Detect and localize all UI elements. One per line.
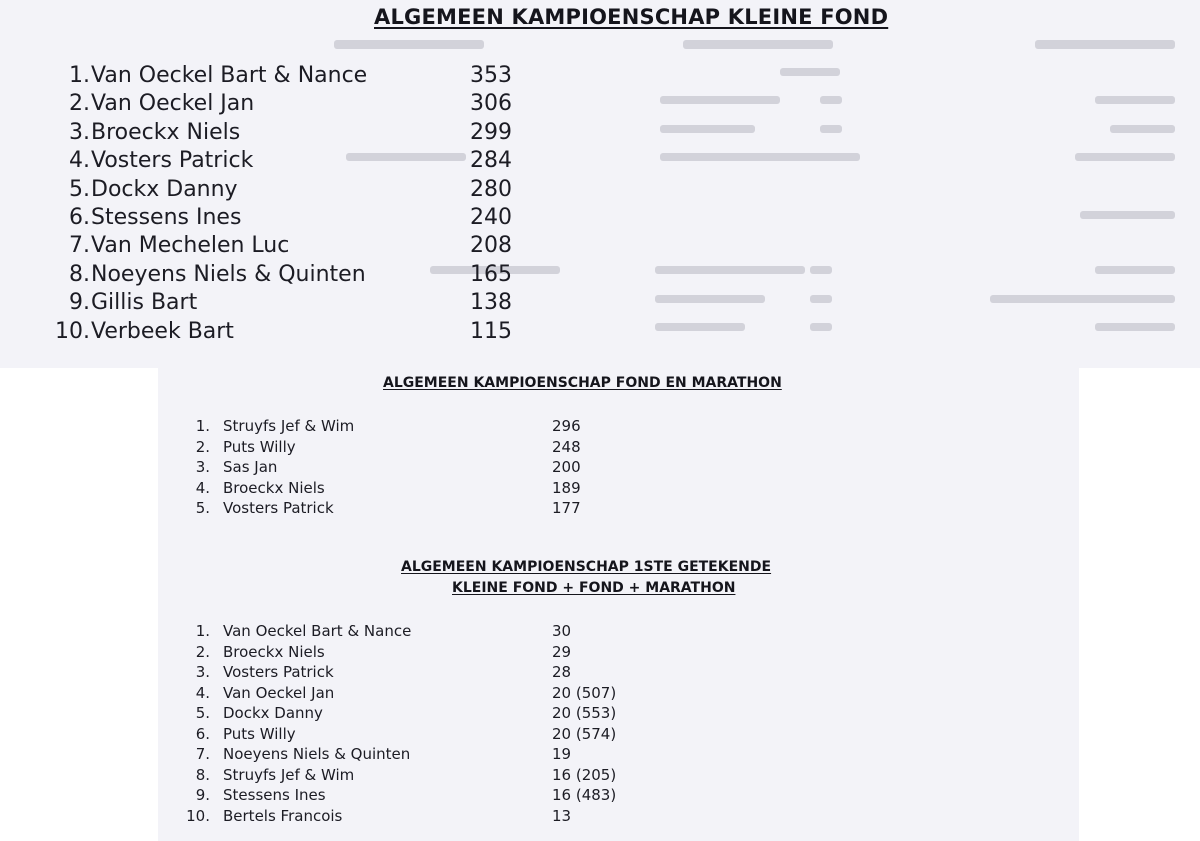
name: Vosters Patrick xyxy=(91,148,254,174)
name: Struyfs Jef & Wim xyxy=(223,417,355,435)
points: 20 (574) xyxy=(552,724,617,743)
name: Noeyens Niels & Quinten xyxy=(91,261,366,287)
name: Dockx Danny xyxy=(223,704,323,722)
name: Vosters Patrick xyxy=(223,663,334,681)
name: Puts Willy xyxy=(223,437,296,456)
rank: 5. xyxy=(69,176,90,202)
points: 296 xyxy=(552,417,581,435)
points: 306 xyxy=(470,91,512,117)
points: 240 xyxy=(470,205,512,230)
rank: 8. xyxy=(195,765,210,784)
rank: 6. xyxy=(195,724,210,743)
name: Bertels Francois xyxy=(223,806,343,825)
points: 299 xyxy=(470,119,512,145)
rank: 1. xyxy=(195,622,210,640)
points: 19 xyxy=(552,745,572,763)
name: Van Oeckel Bart & Nance xyxy=(223,622,412,640)
name: Sas Jan xyxy=(223,458,278,476)
rank: 9. xyxy=(69,290,90,316)
points: 30 xyxy=(552,622,572,640)
points: 200 xyxy=(552,458,581,476)
points: 16 (205) xyxy=(552,765,617,784)
rank: 9. xyxy=(195,786,210,804)
name: Broeckx Niels xyxy=(91,119,241,145)
scan-fond-marathon xyxy=(158,368,1079,841)
points: 20 (507) xyxy=(552,683,617,702)
points: 248 xyxy=(552,437,581,456)
rank: 2. xyxy=(195,642,210,661)
rank: 3. xyxy=(69,119,90,145)
scan-kleine-fond xyxy=(0,0,1200,368)
points: 165 xyxy=(470,261,512,287)
name: Dockx Danny xyxy=(91,176,238,202)
rank: 1. xyxy=(69,63,90,88)
rank: 4. xyxy=(195,683,210,702)
points: 20 (553) xyxy=(552,704,617,722)
name: Broeckx Niels xyxy=(223,478,325,497)
points: 29 xyxy=(552,642,572,661)
points: 353 xyxy=(470,63,512,88)
name: Broeckx Niels xyxy=(223,642,325,661)
rank: 10. xyxy=(186,806,210,825)
name: Gillis Bart xyxy=(91,290,198,316)
title-eerste-getekende-line1: ALGEMEEN KAMPIOENSCHAP 1STE GETEKENDE xyxy=(401,559,772,575)
points: 115 xyxy=(470,318,512,344)
rank: 5. xyxy=(195,704,210,722)
rank: 2. xyxy=(69,91,90,117)
points: 138 xyxy=(470,290,512,316)
points: 28 xyxy=(552,663,572,681)
name: Noeyens Niels & Quinten xyxy=(223,745,411,763)
rank: 4. xyxy=(195,478,210,497)
name: Vosters Patrick xyxy=(223,499,334,517)
name: Puts Willy xyxy=(223,724,296,743)
rank: 3. xyxy=(195,663,210,681)
title-eerste-getekende-line2: KLEINE FOND + FOND + MARATHON xyxy=(452,580,736,596)
rank: 4. xyxy=(69,148,90,174)
title-fond-marathon: ALGEMEEN KAMPIOENSCHAP FOND EN MARATHON xyxy=(383,375,782,391)
rank: 7. xyxy=(195,745,210,763)
rank: 1. xyxy=(195,417,210,435)
name: Stessens Ines xyxy=(223,786,326,804)
rank: 3. xyxy=(195,458,210,476)
name: Van Oeckel Bart & Nance xyxy=(91,63,368,88)
name: Verbeek Bart xyxy=(91,318,234,344)
name: Van Mechelen Luc xyxy=(91,233,290,259)
title-kleine-fond: ALGEMEEN KAMPIOENSCHAP KLEINE FOND xyxy=(374,5,889,29)
name: Stessens Ines xyxy=(91,205,242,230)
name: Struyfs Jef & Wim xyxy=(223,765,355,784)
points: 280 xyxy=(470,176,512,202)
rank: 5. xyxy=(195,499,210,517)
rank: 2. xyxy=(195,437,210,456)
rank: 7. xyxy=(69,233,90,259)
rank: 6. xyxy=(69,205,90,230)
points: 177 xyxy=(552,499,581,517)
points: 208 xyxy=(470,233,512,259)
rank: 10. xyxy=(55,318,90,344)
points: 13 xyxy=(552,806,572,825)
rank: 8. xyxy=(69,261,90,287)
name: Van Oeckel Jan xyxy=(91,91,255,117)
points: 16 (483) xyxy=(552,786,617,804)
points: 189 xyxy=(552,478,581,497)
points: 284 xyxy=(470,148,512,174)
name: Van Oeckel Jan xyxy=(223,683,335,702)
